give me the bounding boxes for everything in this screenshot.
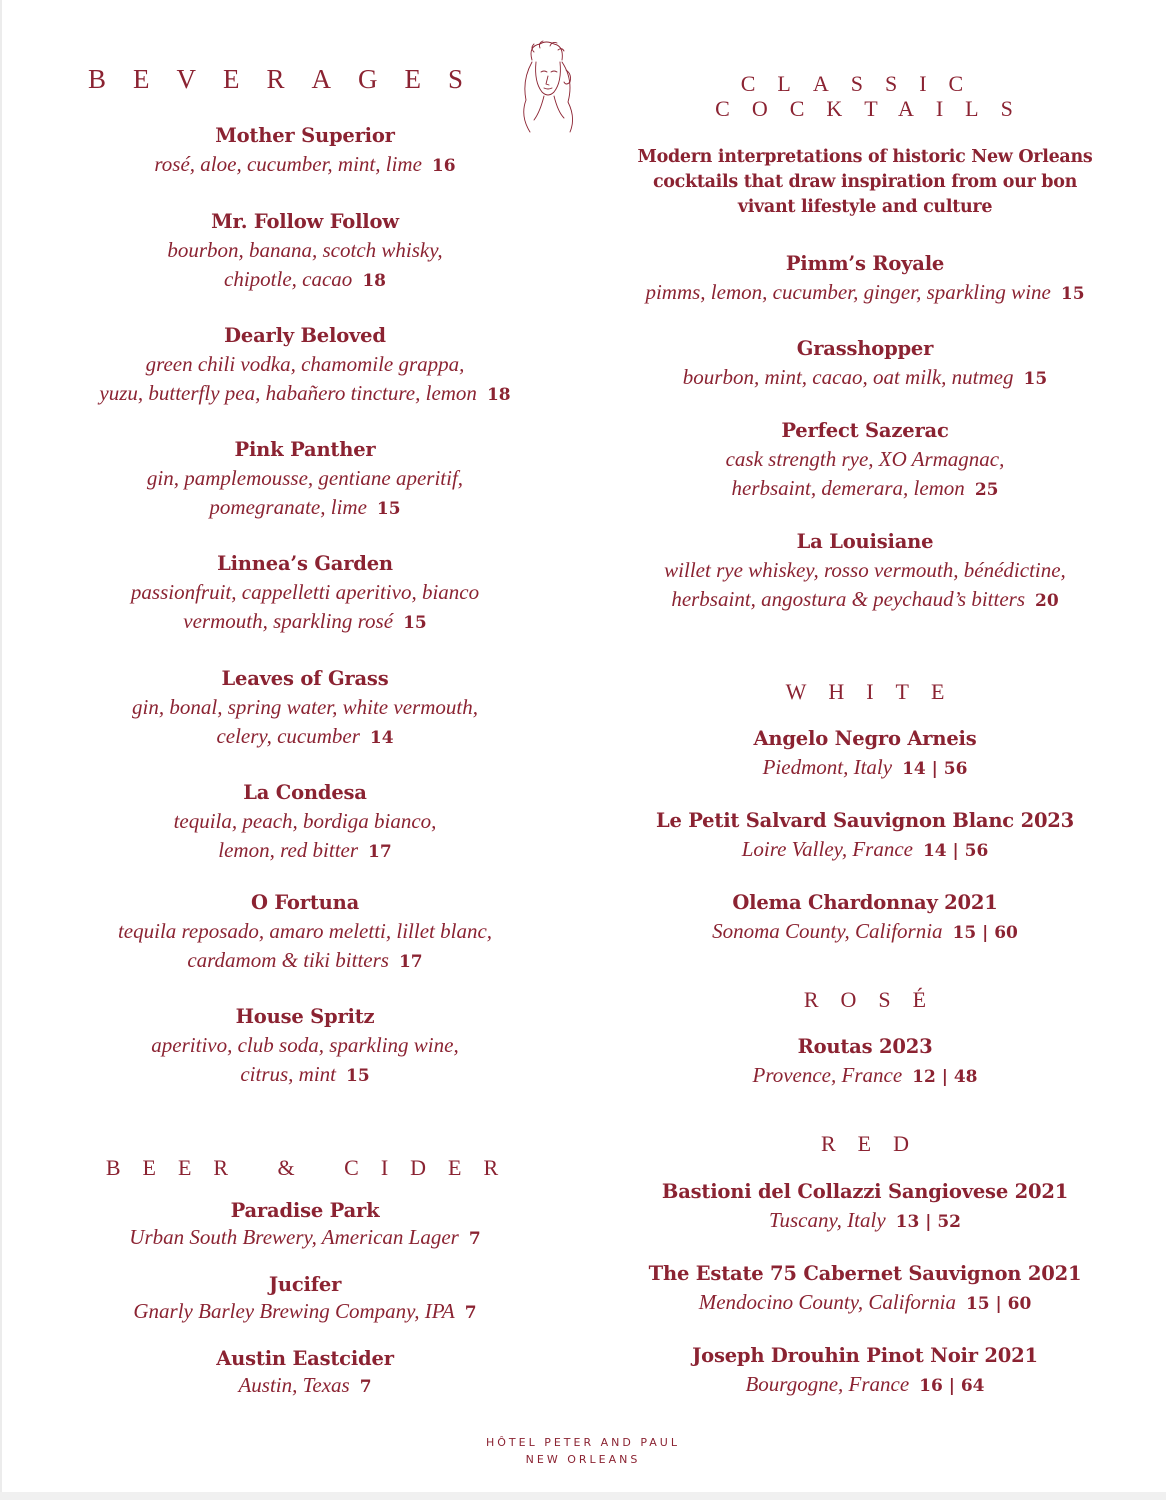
item-description <box>60 836 550 867</box>
item-description <box>615 1206 1115 1237</box>
item-description-text: yuzu, butterfly pea, habañero tincture, lemon <box>99 381 477 405</box>
menu-item <box>60 779 550 867</box>
item-name: Routas 2023 <box>797 1035 933 1058</box>
item-description <box>60 578 550 607</box>
item-description-text: Loire Valley, France <box>741 837 913 861</box>
item-description <box>615 917 1115 948</box>
item-description-text: willet rye whiskey, rosso vermouth, bénédictine, <box>664 558 1066 582</box>
menu-item <box>60 889 550 977</box>
item-price: 14 <box>369 728 394 748</box>
item-description-text: pomegranate, lime <box>209 495 367 519</box>
item-name: Mother Superior <box>215 124 395 147</box>
intro-line: Modern interpretations of historic New Orleans <box>637 147 1093 167</box>
menu-item <box>60 208 550 296</box>
item-description-text: tequila, peach, bordiga bianco, <box>173 809 437 833</box>
menu-item <box>60 322 550 410</box>
item-description-text: Mendocino County, California <box>698 1290 956 1314</box>
item-description <box>615 753 1115 784</box>
item-description <box>60 1225 550 1252</box>
menu-item <box>615 417 1115 505</box>
item-description <box>60 464 550 493</box>
item-price: 14 | 56 <box>902 759 968 779</box>
item-price: 7 <box>464 1303 477 1323</box>
page-edge <box>0 0 2 1500</box>
item-price: 15 <box>1060 284 1085 304</box>
item-price: 13 | 52 <box>895 1212 961 1232</box>
item-description-text: bourbon, mint, cacao, oat milk, nutmeg <box>682 365 1014 389</box>
item-description <box>615 363 1115 394</box>
item-description-text: rosé, aloe, cucumber, mint, lime <box>154 152 422 176</box>
intro-line: vivant lifestyle and culture <box>737 197 993 217</box>
item-description <box>615 556 1115 585</box>
item-price: 18 <box>362 271 386 291</box>
item-name: House Spritz <box>235 1005 375 1028</box>
item-description <box>60 693 550 722</box>
page-edge-bottom <box>0 1492 1166 1500</box>
item-price: 15 <box>403 613 427 633</box>
item-description-text: bourbon, banana, scotch whisky, <box>167 238 443 262</box>
item-description-text: cardamom & tiki bitters <box>187 948 389 972</box>
item-description-text: cask strength rye, XO Armagnac, <box>725 447 1005 471</box>
item-name: O Fortuna <box>250 891 360 914</box>
menu-item <box>60 436 550 524</box>
item-description-text: green chili vodka, chamomile grappa, <box>145 352 465 376</box>
item-description-text: Piedmont, Italy <box>762 755 893 779</box>
item-name: La Condesa <box>243 781 367 804</box>
item-price: 14 | 56 <box>922 841 989 861</box>
classic-intro <box>615 145 1115 220</box>
item-description <box>615 1061 1115 1092</box>
item-name: Bastioni del Collazzi Sangiovese 2021 <box>661 1180 1069 1203</box>
item-description <box>60 379 550 410</box>
item-price: 7 <box>468 1229 481 1249</box>
item-description <box>615 1370 1115 1401</box>
item-name: Dearly Beloved <box>224 324 386 347</box>
item-description-text: Urban South Brewery, American Lager <box>129 1225 459 1249</box>
classic-title-line2: COCKTAILS <box>715 96 1035 121</box>
item-name: Austin Eastcider <box>216 1347 394 1370</box>
item-description-text: herbsaint, angostura & peychaud’s bitters <box>671 587 1026 611</box>
item-description-text: Bourgogne, France <box>745 1372 910 1396</box>
item-description-text: gin, pamplemousse, gentiane aperitif, <box>146 466 464 490</box>
item-description <box>615 585 1115 616</box>
item-name: Pink Panther <box>234 438 376 461</box>
item-name: Olema Chardonnay 2021 <box>732 891 998 914</box>
menu-item <box>60 1003 550 1091</box>
item-description-text: chipotle, cacao <box>224 267 353 291</box>
item-price: 12 | 48 <box>912 1067 978 1087</box>
item-name: Leaves of Grass <box>221 667 389 690</box>
item-name: Le Petit Salvard Sauvignon Blanc 2023 <box>655 809 1075 832</box>
rose-title: ROSÉ <box>803 987 949 1012</box>
item-description <box>60 607 550 638</box>
item-description-text: citrus, mint <box>240 1062 336 1086</box>
item-description <box>60 236 550 265</box>
item-name: Linnea’s Garden <box>217 552 393 575</box>
item-name: Grasshopper <box>796 337 934 360</box>
item-price: 20 <box>1035 591 1059 611</box>
item-description <box>60 1373 550 1400</box>
item-description-text: pimms, lemon, cucumber, ginger, sparkling wine <box>645 280 1051 304</box>
item-description <box>60 150 550 181</box>
item-name: Jucifer <box>268 1273 342 1296</box>
menu-item <box>615 807 1115 866</box>
menu-item <box>60 1345 550 1400</box>
item-name: The Estate 75 Cabernet Sauvignon 2021 <box>648 1262 1082 1285</box>
item-price: 7 <box>359 1377 372 1397</box>
menu-item <box>60 550 550 638</box>
item-price: 15 <box>376 499 401 519</box>
white-title: WHITE <box>785 679 967 704</box>
menu-item <box>615 335 1115 394</box>
item-description-text: lemon, red bitter <box>218 838 359 862</box>
item-name: La Louisiane <box>796 530 934 553</box>
item-price: 15 | 60 <box>965 1294 1032 1314</box>
item-price: 15 <box>346 1066 370 1086</box>
item-description-text: vermouth, sparkling rosé <box>183 609 394 633</box>
item-name: Joseph Drouhin Pinot Noir 2021 <box>692 1344 1038 1367</box>
menu-item <box>615 725 1115 784</box>
item-description <box>60 722 550 753</box>
classic-title-line1: CLASSIC <box>740 71 986 96</box>
menu-item <box>60 1271 550 1326</box>
item-name: Mr. Follow Follow <box>211 210 399 233</box>
woman-portrait-logo-icon <box>510 40 582 134</box>
item-description <box>60 1299 550 1326</box>
item-description-text: Tuscany, Italy <box>768 1208 886 1232</box>
item-description <box>60 265 550 296</box>
menu-item <box>615 889 1115 948</box>
item-description-text: herbsaint, demerara, lemon <box>731 476 965 500</box>
beer-cider-title: BEER & CIDER <box>105 1155 521 1180</box>
item-price: 16 <box>431 156 456 176</box>
footer-city: NEW ORLEANS <box>525 1453 641 1466</box>
item-description-text: Provence, France <box>752 1063 903 1087</box>
item-description-text: passionfruit, cappelletti aperitivo, bianco <box>130 580 480 604</box>
item-description-text: gin, bonal, spring water, white vermouth, <box>132 695 478 719</box>
intro-line: cocktails that draw inspiration from our bon <box>652 172 1078 192</box>
item-description-text: Sonoma County, California <box>712 919 943 943</box>
item-price: 17 <box>398 952 423 972</box>
menu-item <box>615 250 1115 309</box>
item-description <box>60 493 550 524</box>
item-description <box>60 946 550 977</box>
item-description-text: tequila reposado, amaro meletti, lillet blanc, <box>117 919 493 943</box>
menu-item <box>615 528 1115 616</box>
item-price: 15 | 60 <box>952 923 1018 943</box>
item-price: 17 <box>368 842 392 862</box>
item-name: Angelo Negro Arneis <box>753 727 977 750</box>
item-description <box>60 917 550 946</box>
item-description <box>615 1288 1115 1319</box>
item-description-text: celery, cucumber <box>216 724 360 748</box>
menu-item <box>615 1178 1115 1237</box>
item-description <box>615 835 1115 866</box>
menu-item <box>60 122 550 181</box>
item-description-text: Austin, Texas <box>238 1373 350 1397</box>
menu-item <box>615 1260 1115 1319</box>
item-name: Paradise Park <box>230 1199 380 1222</box>
item-description <box>60 1031 550 1060</box>
item-description <box>60 350 550 379</box>
item-price: 16 | 64 <box>919 1376 985 1396</box>
item-description <box>615 445 1115 474</box>
item-price: 18 <box>486 385 511 405</box>
item-description <box>615 278 1115 309</box>
beverages-title: BEVERAGES <box>88 64 491 94</box>
footer-hotel-name: HÔTEL PETER AND PAUL <box>486 1436 680 1449</box>
menu-item <box>60 665 550 753</box>
red-title: RED <box>821 1131 931 1156</box>
menu-item <box>60 1197 550 1252</box>
item-description-text: Gnarly Barley Brewing Company, IPA <box>133 1299 455 1323</box>
item-description <box>60 807 550 836</box>
item-price: 15 <box>1023 369 1048 389</box>
item-price: 25 <box>974 480 999 500</box>
item-name: Pimm’s Royale <box>785 252 945 275</box>
menu-item <box>615 1342 1115 1401</box>
menu-item <box>615 1033 1115 1092</box>
item-description <box>615 474 1115 505</box>
item-description <box>60 1060 550 1091</box>
item-description-text: aperitivo, club soda, sparkling wine, <box>151 1033 459 1057</box>
item-name: Perfect Sazerac <box>781 419 949 442</box>
